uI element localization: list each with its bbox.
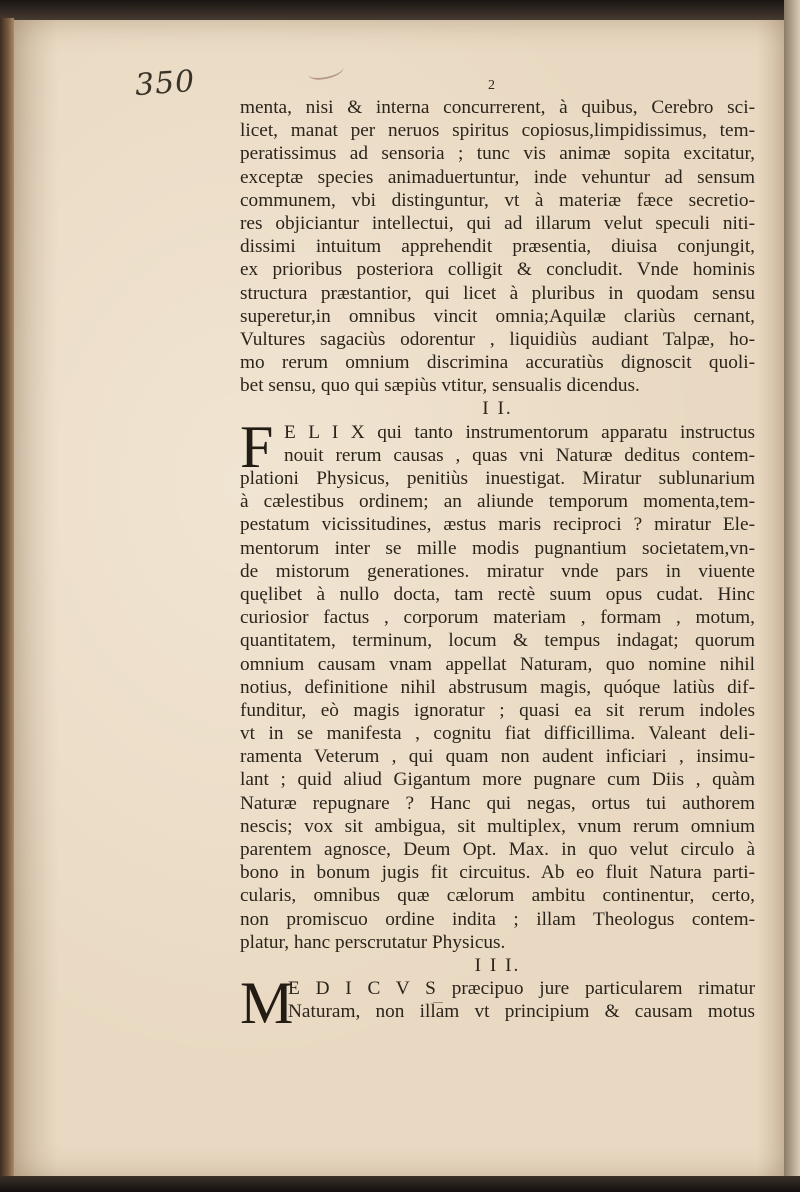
book-bottom-edge bbox=[0, 1176, 800, 1192]
text-line: menta, nisi & interna concurrerent, à quibus, Cerebro sci- bbox=[240, 97, 755, 118]
text-line: mentorum inter se mille modis pugnantium societatem,vn- bbox=[240, 537, 755, 559]
text-line: notius, definitione nihil abstrusum magis, quóque latiùs dif- bbox=[240, 676, 755, 698]
text-line: licet, manat per neruos spiritus copiosus,limpidissimus, tem- bbox=[240, 120, 755, 142]
text-line: E D I C V S præcipuo jure particularem rimatur bbox=[288, 978, 755, 1000]
text-line: dissimi intuitum apprehendit præsentia, diuisa conjungit, bbox=[240, 236, 755, 258]
text-line: communem, vbi distinguntur, vt à materiæ fæce secretio- bbox=[240, 189, 755, 211]
text-line: ex prioribus posteriora colligit & concludit. Vnde hominis bbox=[240, 259, 755, 281]
text-line: nouit rerum causas , quas vni Naturæ deditus contem- bbox=[284, 444, 755, 466]
text-line: plationi Physicus, penitiùs inuestigat. Miratur sublunarium bbox=[240, 468, 755, 489]
text-line: non promiscuo ordine indita ; illam Theologus contem- bbox=[240, 908, 755, 930]
text-line: Naturam, non illam vt principium & causam motus bbox=[288, 1001, 755, 1023]
text-line: à cælestibus ordinem; an aliunde temporum momenta,tem- bbox=[240, 491, 755, 513]
text-line: exceptæ species animaduertuntur, inde vehuntur ad sensum bbox=[240, 166, 755, 188]
text-line: curiosior factus , corporum materiam , formam , motum, bbox=[240, 607, 755, 629]
page-bottom-mark bbox=[433, 1002, 443, 1003]
drop-cap-f: F bbox=[240, 413, 274, 480]
text-line: mo rerum omnium discrimina accuratiùs dignoscit quoli- bbox=[240, 352, 755, 374]
section-3 bbox=[240, 970, 755, 1037]
text-line: nescis; vox sit ambigua, sit multiplex, vnum rerum omnium bbox=[240, 815, 755, 837]
text-line: ramenta Veterum , qui quam non audent inficiari , insimu- bbox=[240, 746, 755, 768]
text-line: lant ; quid aliud Gigantum more pugnare cum Diis , quàm bbox=[240, 769, 755, 791]
text-line: res objiciantur intellectui, qui ad illarum velut speculi niti- bbox=[240, 212, 755, 234]
text-line: de mistorum generationes. miratur vnde pars in viuente bbox=[240, 560, 755, 582]
section-heading-2: I I. bbox=[482, 398, 513, 420]
text-line: bono in bonum jugis fit circuitus. Ab eo fluit Natura parti- bbox=[240, 862, 755, 884]
text-line: bet sensu, quo qui sæpiùs vtitur, sensualis dicendus. bbox=[240, 375, 640, 397]
paragraph-continuation bbox=[240, 96, 755, 397]
text-line: funditur, eò magis ignoratur ; quasi ea sit rerum indoles bbox=[240, 699, 755, 721]
text-line: Naturæ repugnare ? Hanc qui negas, ortus tui authorem bbox=[240, 792, 755, 814]
handwritten-folio-number: 350 bbox=[133, 63, 197, 104]
facing-page-edge bbox=[784, 0, 800, 1192]
text-line: Vultures sagaciùs odorentur , liquidiùs audiant Talpæ, ho- bbox=[240, 328, 755, 350]
section-heading-3: I I I. bbox=[474, 954, 521, 976]
text-line: quantitatem, terminum, locum & tempus indagat; quorum bbox=[240, 630, 755, 652]
text-line: E L I X qui tanto instrumentorum apparatu instructus bbox=[284, 421, 755, 443]
text-line: superetur,in omnibus vincit omnia;Aquilæ clariùs cernant, bbox=[240, 305, 755, 327]
book-gutter bbox=[0, 18, 14, 1178]
text-line: structura præstantior, qui licet à pluribus in quodam sensu bbox=[240, 282, 755, 304]
text-line: vt in se manifesta , cognitu fiat difficillima. Valeant deli- bbox=[240, 723, 755, 745]
text-line: parentem agnosce, Deum Opt. Max. in quo velut circulo à bbox=[240, 839, 755, 860]
section-2 bbox=[240, 413, 755, 954]
drop-cap-m: M bbox=[240, 970, 294, 1037]
signature-mark: 2 bbox=[488, 78, 495, 93]
text-line: peratissimus ad sensoria ; tunc vis animæ sopita excitatur, bbox=[240, 143, 755, 165]
text-line: pestatum vicissitudines, æstus maris reciproci ? miratur Ele- bbox=[240, 514, 755, 536]
book-top-edge bbox=[0, 0, 800, 22]
page-text bbox=[240, 96, 755, 1037]
text-line: quęlibet à nullo docta, tam rectè suum opus cudat. Hinc bbox=[240, 583, 755, 605]
text-line: cularis, omnibus quæ cælorum ambitu continentur, certo, bbox=[240, 885, 755, 907]
text-line: omnium causam vnam appellat Naturam, quo nomine nihil bbox=[240, 653, 755, 675]
text-line: platur, hanc perscrutatur Physicus. bbox=[240, 931, 506, 953]
